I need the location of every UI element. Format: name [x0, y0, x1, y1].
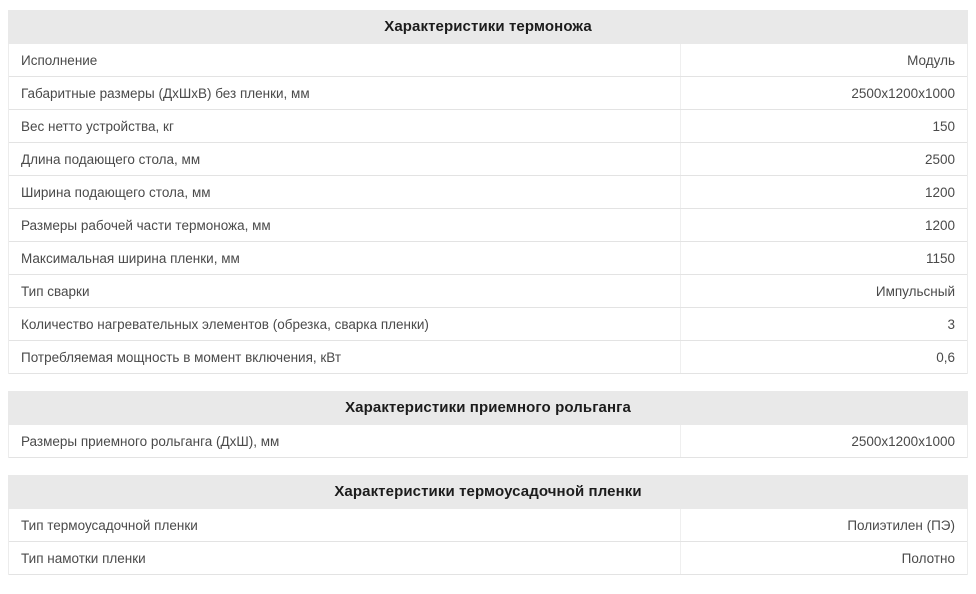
row-value: 1200: [924, 217, 955, 233]
row-label: Тип термоусадочной пленки: [9, 509, 681, 541]
row-value: 2500x1200x1000: [851, 85, 955, 101]
table-row: [9, 308, 967, 341]
row-label: Размеры приемного рольганга (ДхШ), мм: [9, 425, 681, 457]
row-label: Тип сварки: [9, 275, 681, 307]
table-title: Характеристики термоусадочной пленки: [8, 475, 968, 509]
row-value: 1150: [925, 250, 955, 266]
table-row: [9, 77, 967, 110]
table-title: Характеристики термоножа: [8, 10, 968, 44]
row-value: 3: [947, 316, 955, 332]
row-label: Длина подающего стола, мм: [9, 143, 681, 175]
row-label: Размеры рабочей части термоножа, мм: [9, 209, 681, 241]
table-body: [8, 425, 968, 458]
table-body: [8, 44, 968, 374]
row-value: Модуль: [907, 52, 955, 68]
row-value: Полотно: [901, 550, 955, 566]
row-label: Тип намотки пленки: [9, 542, 681, 574]
row-label: Исполнение: [9, 44, 681, 76]
row-label: Максимальная ширина пленки, мм: [9, 242, 681, 274]
table-row: [9, 542, 967, 575]
row-value: 1200: [924, 184, 955, 200]
table-row: [9, 509, 967, 542]
row-value: 2500: [924, 151, 955, 167]
row-value: 0,6: [936, 349, 955, 365]
row-label: Вес нетто устройства, кг: [9, 110, 681, 142]
row-value: 150: [932, 118, 955, 134]
row-value: Импульсный: [875, 283, 955, 299]
table-row: [9, 44, 967, 77]
table-row: [9, 341, 967, 374]
row-label: Габаритные размеры (ДхШхВ) без пленки, мм: [9, 77, 681, 109]
row-label: Потребляемая мощность в момент включения, кВт: [9, 341, 681, 373]
table-title: Характеристики приемного рольганга: [8, 391, 968, 425]
table-row: [9, 176, 967, 209]
table-body: [8, 509, 968, 575]
spec-table-thermoknife: [8, 10, 968, 374]
spec-table-shrink-film: [8, 475, 968, 575]
row-label: Ширина подающего стола, мм: [9, 176, 681, 208]
table-row: [9, 110, 967, 143]
row-label: Количество нагревательных элементов (обрезка, сварка пленки): [9, 308, 681, 340]
table-row: [9, 242, 967, 275]
table-row: [9, 143, 967, 176]
table-row: [9, 209, 967, 242]
row-value: Полиэтилен (ПЭ): [847, 517, 955, 533]
table-row: [9, 275, 967, 308]
table-row: [9, 425, 967, 458]
spec-table-roller-conveyor: [8, 391, 968, 458]
row-value: 2500x1200x1000: [851, 433, 955, 449]
